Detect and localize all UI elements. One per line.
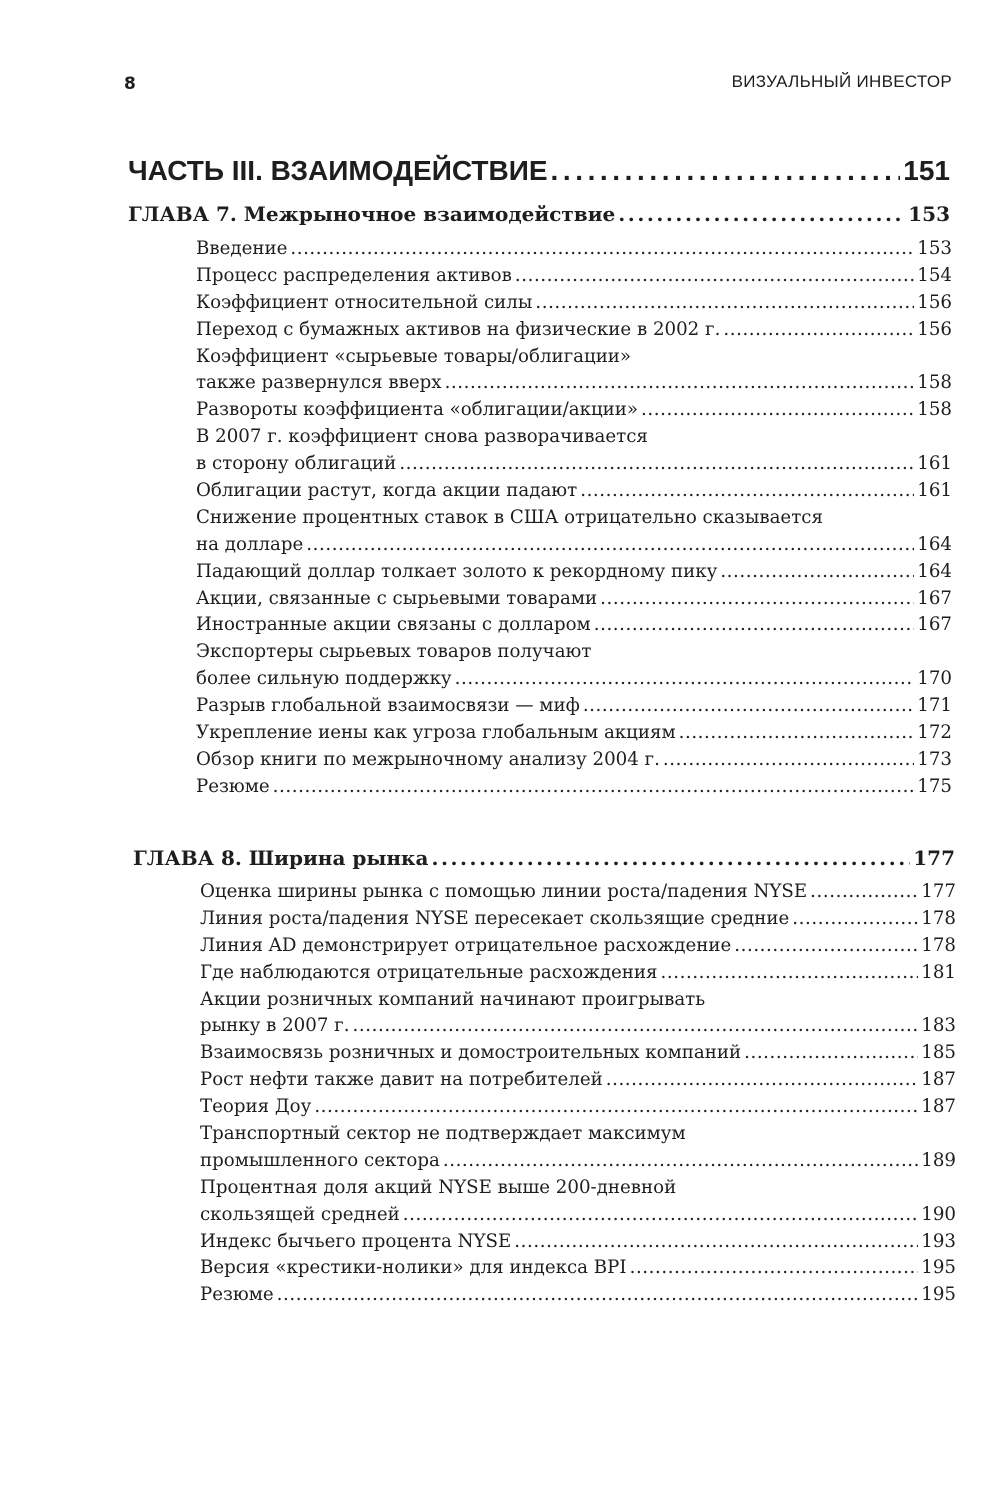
leader-dots [580, 478, 914, 505]
toc-entry-row [200, 933, 956, 960]
toc-entry [196, 559, 952, 586]
toc-entry [196, 720, 952, 747]
toc-entry [200, 1175, 956, 1229]
chapter-title [128, 202, 615, 226]
toc-entry-row [200, 1094, 956, 1121]
toc-entry-page: 153 [917, 238, 952, 259]
toc-entry-title: Обзор книги по межрыночному анализу 2004 г. [196, 748, 660, 770]
toc-entry-title: рынку в 2007 г. [200, 1015, 350, 1037]
toc-entry [200, 1229, 956, 1256]
chapter-7-heading-block [128, 202, 950, 236]
toc-entry [196, 478, 952, 505]
toc-entry-page: 178 [921, 907, 956, 929]
toc-entry-page: 164 [917, 560, 952, 582]
toc-entry-title: скользящей средней [200, 1203, 400, 1225]
toc-entry-title: Разрыв глобальной взаимосвязи — миф [196, 695, 580, 717]
toc-entry-row [196, 720, 952, 747]
toc-entry [200, 987, 956, 1041]
leader-dots [290, 236, 914, 263]
toc-entry-title: Иностранные акции связаны с долларом [196, 614, 591, 636]
chapter-8-heading-block [133, 846, 955, 880]
toc-entry-row [196, 666, 952, 693]
toc-entry-page: 195 [921, 1284, 956, 1306]
part-title: ЧАСТЬ III. ВЗАИМОДЕЙСТВИЕ [128, 155, 548, 186]
toc-entry-title: Где наблюдаются отрицательные расхождения [200, 961, 658, 983]
toc-entry-row [200, 1013, 956, 1040]
leader-dots [314, 1094, 918, 1121]
toc-entry-title-line: Транспортный сектор не подтверждает максимум [200, 1123, 686, 1145]
toc-entry-page: 161 [917, 453, 952, 475]
leader-dots [661, 960, 919, 987]
leader-dots [443, 1148, 918, 1175]
toc-entry-title: Версия «крестики-нолики» для индекса BPI [200, 1257, 627, 1279]
leader-dots [594, 612, 915, 639]
leader-dots [515, 263, 914, 290]
toc-entry-page: 156 [917, 318, 952, 340]
toc-entry-row [196, 317, 952, 344]
toc-entry-row [196, 236, 952, 263]
leader-dots [641, 397, 914, 424]
toc-entry-row [196, 774, 952, 801]
toc-entry-row [200, 879, 956, 906]
leader-dots [792, 906, 918, 933]
leader-dots [583, 693, 914, 720]
toc-entry-title-line: В 2007 г. коэффициент снова разворачивается [196, 426, 648, 448]
toc-entry-page: 187 [921, 1096, 956, 1118]
toc-entry-page: 173 [917, 748, 952, 770]
toc-entry-row [200, 1229, 956, 1256]
toc-entry-row [196, 290, 952, 317]
toc-entry-page: 189 [921, 1149, 956, 1171]
toc-entry [200, 1067, 956, 1094]
toc-entry [196, 505, 952, 559]
toc-entry [200, 879, 956, 906]
leader-dots [551, 155, 901, 187]
leader-dots [606, 1067, 919, 1094]
chapter-7-entries [196, 236, 952, 801]
toc-entry-title-line: Процентная доля акций NYSE выше 200-дневной [200, 1176, 677, 1198]
leader-dots [810, 879, 918, 906]
toc-entry-row [196, 478, 952, 505]
leader-dots [445, 370, 915, 397]
toc-entry-title: Развороты коэффициента «облигации/акции» [196, 399, 639, 421]
toc-entry [196, 236, 952, 263]
toc-entry [196, 774, 952, 801]
toc-entry-row [200, 960, 956, 987]
toc-entry-title-line: Акции розничных компаний начинают проигрывать [200, 988, 706, 1010]
chapter-label: ГЛАВА 8. [133, 846, 242, 870]
leader-dots [535, 290, 914, 317]
toc-entry-title: на долларе [196, 533, 304, 555]
toc-entry-page: 193 [921, 1230, 956, 1252]
toc-entry [200, 1255, 956, 1282]
part-block [128, 155, 950, 193]
toc-entry-row [196, 612, 952, 639]
toc-entry-row [200, 1202, 956, 1229]
toc-entry [196, 424, 952, 478]
toc-entry-title: Процесс распределения активов [196, 264, 512, 286]
toc-entry-title: Взаимосвязь розничных и домостроительных компаний [200, 1042, 742, 1064]
toc-entry-title-line: Экспортеры сырьевых товаров получают [196, 641, 592, 663]
toc-entry-row [200, 1148, 956, 1175]
toc-entry-title: в сторону облигаций [196, 453, 397, 475]
toc-entry-page: 167 [917, 614, 952, 636]
toc-entry-title: Введение [196, 238, 288, 259]
chapter-title [133, 846, 428, 870]
toc-entry-page: 161 [917, 480, 952, 502]
toc-entry-page: 185 [921, 1042, 956, 1064]
chapter-page: 177 [913, 846, 955, 870]
toc-entry-title-line: Снижение процентных ставок в США отрицательно сказывается [196, 506, 823, 528]
toc-entry [200, 1282, 956, 1309]
leader-dots [720, 559, 914, 586]
leader-dots [399, 451, 914, 478]
toc-entry-row [200, 1040, 956, 1067]
toc-entry [196, 747, 952, 774]
toc-entry-page: 164 [917, 533, 952, 555]
toc-entry-title: Укрепление иены как угроза глобальным акциям [196, 722, 676, 744]
toc-entry-page: 158 [917, 399, 952, 421]
toc-entry-page: 190 [921, 1203, 956, 1225]
leader-dots [679, 720, 915, 747]
toc-entry-row [200, 1067, 956, 1094]
toc-entry [196, 397, 952, 424]
toc-entry-title: Линия AD демонстрирует отрицательное расхождение [200, 934, 732, 956]
toc-entry [196, 290, 952, 317]
toc-entry-title: Резюме [196, 775, 270, 797]
toc-entry-title-line: Коэффициент «сырьевые товары/облигации» [196, 345, 632, 367]
leader-dots [744, 1040, 918, 1067]
toc-entry-title: Рост нефти также давит на потребителей [200, 1069, 603, 1091]
toc-entry-row [196, 263, 952, 290]
toc-entry-row [196, 397, 952, 424]
chapter-heading [133, 846, 955, 880]
chapter-name: Межрыночное взаимодействие [243, 202, 616, 226]
toc-entry [200, 933, 956, 960]
toc-entry [200, 1040, 956, 1067]
chapter-name: Ширина рынка [248, 846, 429, 870]
toc-entry [196, 263, 952, 290]
toc-entry-page: 181 [921, 961, 956, 983]
leader-dots [630, 1255, 919, 1282]
toc-entry-title: промышленного сектора [200, 1149, 440, 1171]
toc-entry-page: 167 [917, 587, 952, 609]
leader-dots [277, 1282, 919, 1309]
toc-entry-page: 154 [917, 264, 952, 286]
toc-entry-title: более сильную поддержку [196, 668, 452, 690]
leader-dots [353, 1013, 919, 1040]
leader-dots [723, 317, 914, 344]
toc-entry [196, 586, 952, 613]
toc-entry [196, 317, 952, 344]
leader-dots [663, 747, 914, 774]
toc-entry-row [200, 1282, 956, 1309]
leader-dots [273, 774, 915, 801]
toc-entry [200, 960, 956, 987]
part-heading [128, 155, 950, 193]
toc-entry-page: 172 [917, 722, 952, 744]
page-number: 8 [124, 74, 136, 94]
toc-entry [196, 344, 952, 398]
toc-entry-row [200, 1255, 956, 1282]
leader-dots [600, 586, 914, 613]
toc-entry-page: 177 [921, 881, 956, 902]
toc-entry-title: Облигации растут, когда акции падают [196, 480, 578, 502]
toc-entry [196, 693, 952, 720]
toc-entry-title: Падающий доллар толкает золото к рекордному пику [196, 560, 718, 582]
leader-dots [455, 666, 915, 693]
chapter-heading [128, 202, 950, 236]
chapter-page: 153 [908, 202, 950, 226]
leader-dots [734, 933, 918, 960]
toc-entry-title: Переход с бумажных активов на физические в 2002 г. [196, 318, 721, 340]
running-head-book-title: ВИЗУАЛЬНЫЙ ИНВЕСТОР [731, 72, 952, 91]
toc-entry-title: Резюме [200, 1284, 274, 1306]
toc-entry [200, 906, 956, 933]
toc-entry-row [196, 370, 952, 397]
toc-entry-page: 175 [917, 775, 952, 797]
toc-entry-row [196, 532, 952, 559]
chapter-8-entries [200, 879, 956, 1309]
toc-entry-title: Теория Доу [200, 1096, 312, 1118]
toc-entry-page: 195 [921, 1257, 956, 1279]
toc-entry-title: Акции, связанные с сырьевыми товарами [196, 587, 598, 609]
toc-entry-row [196, 747, 952, 774]
leader-dots [431, 846, 910, 870]
toc-entry-row [196, 693, 952, 720]
toc-entry-page: 158 [917, 372, 952, 394]
toc-entry [200, 1121, 956, 1175]
toc-entry-title: Коэффициент относительной силы [196, 291, 533, 313]
toc-entry-page: 170 [917, 668, 952, 690]
toc-entry [196, 612, 952, 639]
toc-entry-title: Индекс бычьего процента NYSE [200, 1230, 512, 1252]
leader-dots [306, 532, 914, 559]
part-page: 151 [903, 155, 950, 186]
toc-entry-row [196, 586, 952, 613]
toc-entry [196, 639, 952, 693]
leader-dots [618, 202, 905, 226]
toc-entry-page: 183 [921, 1015, 956, 1037]
toc-entry-page: 171 [917, 695, 952, 717]
toc-entry-row [196, 451, 952, 478]
toc-entry-title: Оценка ширины рынка с помощью линии роста/падения NYSE [200, 881, 808, 902]
toc-entry-page: 156 [917, 291, 952, 313]
toc-entry-row [196, 559, 952, 586]
toc-entry-row [200, 906, 956, 933]
toc-entry-title: также развернулся вверх [196, 372, 442, 394]
toc-entry-title: Линия роста/падения NYSE пересекает скользящие средние [200, 907, 790, 929]
toc-entry-page: 187 [921, 1069, 956, 1091]
toc-entry-page: 178 [921, 934, 956, 956]
leader-dots [403, 1202, 919, 1229]
leader-dots [514, 1229, 918, 1256]
chapter-label: ГЛАВА 7. [128, 202, 237, 226]
toc-entry [200, 1094, 956, 1121]
